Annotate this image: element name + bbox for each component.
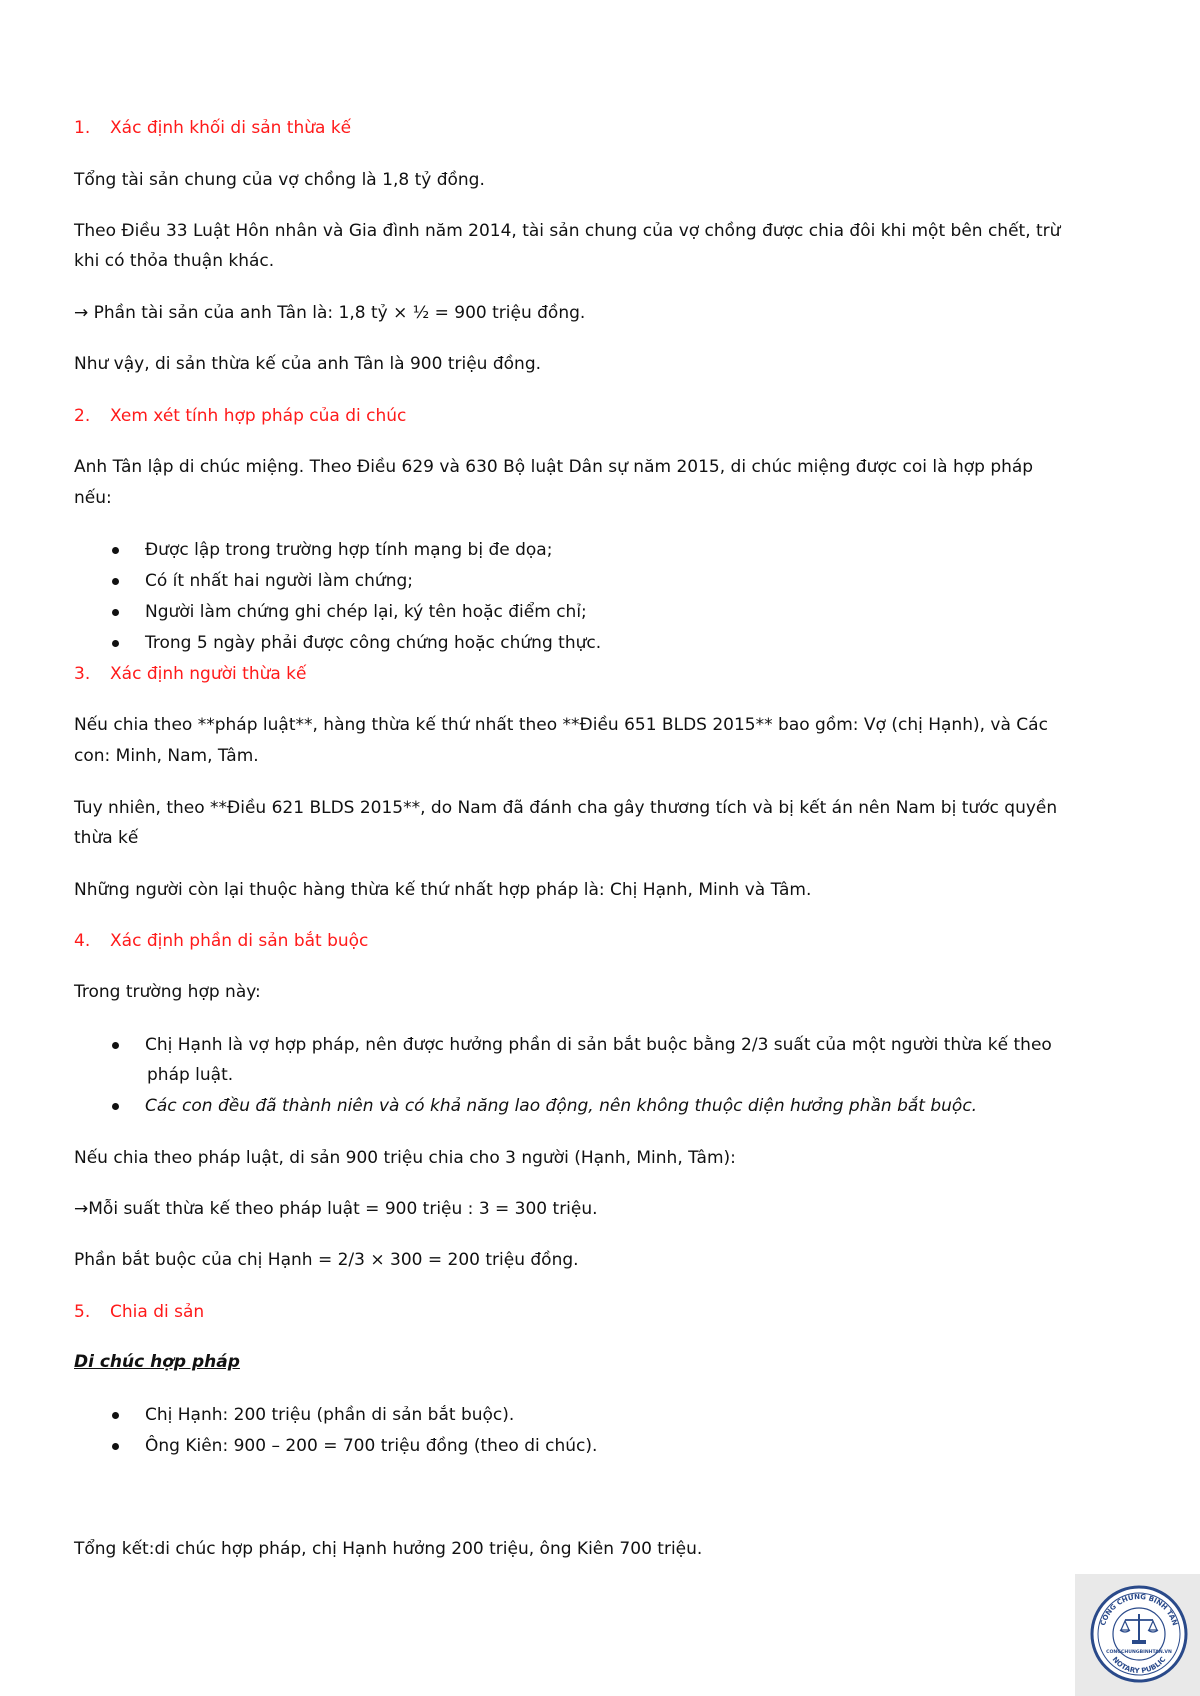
paragraph: →Mỗi suất thừa kế theo pháp luật = 900 triệu : 3 = 300 triệu. (74, 1199, 598, 1219)
list-item-continuation: pháp luật. (147, 1065, 234, 1085)
seal-icon (1089, 1584, 1189, 1684)
section-heading-1: 1. Xác định khối di sản thừa kế (74, 118, 352, 138)
list-item: Chị Hạnh là vợ hợp pháp, nên được hưởng phần di sản bắt buộc bằng 2/3 suất của một người thừa kế theo (145, 1030, 1052, 1061)
paragraph: Anh Tân lập di chúc miệng. Theo Điều 629 và 630 Bộ luật Dân sự năm 2015, di chúc miệng được coi là hợp pháp (74, 457, 1034, 477)
paragraph: Trong trường hợp này: (74, 982, 261, 1002)
paragraph: Những người còn lại thuộc hàng thừa kế thứ nhất hợp pháp là: Chị Hạnh, Minh và Tâm. (74, 880, 812, 900)
list-item: Các con đều đã thành niên và có khả năng lao động, nên không thuộc diện hưởng phần bắt buộc. (145, 1091, 977, 1122)
list-item: Được lập trong trường hợp tính mạng bị đe dọa; (145, 535, 552, 566)
paragraph: Như vậy, di sản thừa kế của anh Tân là 900 triệu đồng. (74, 354, 542, 374)
paragraph-continuation: con: Minh, Nam, Tâm. (74, 746, 259, 766)
list-item: Người làm chứng ghi chép lại, ký tên hoặc điểm chỉ; (145, 597, 587, 628)
svg-text:CÔNG CHỨNG BÌNH TÂN: CÔNG CHỨNG BÌNH TÂN (1099, 1592, 1179, 1627)
list-item: Ông Kiên: 900 – 200 = 700 triệu đồng (theo di chúc). (145, 1431, 597, 1462)
paragraph: Tuy nhiên, theo **Điều 621 BLDS 2015**, do Nam đã đánh cha gây thương tích và bị kết án nên Nam bị tước quyền (74, 798, 1058, 818)
notary-seal-logo (1075, 1574, 1200, 1696)
section-heading-5: 5. Chia di sản (74, 1302, 205, 1322)
sub-heading: Di chúc hợp pháp (74, 1352, 240, 1372)
section-heading-2: 2. Xem xét tính hợp pháp của di chúc (74, 406, 407, 426)
paragraph-continuation: thừa kế (74, 828, 139, 848)
list-item: Chị Hạnh: 200 triệu (phần di sản bắt buộc). (145, 1400, 514, 1431)
paragraph: Nếu chia theo pháp luật, di sản 900 triệu chia cho 3 người (Hạnh, Minh, Tâm): (74, 1148, 736, 1168)
paragraph: Nếu chia theo **pháp luật**, hàng thừa kế thứ nhất theo **Điều 651 BLDS 2015** bao gồm: Vợ (chị Hạnh), và Các (74, 715, 1048, 735)
summary-paragraph: Tổng kết:di chúc hợp pháp, chị Hạnh hưởng 200 triệu, ông Kiên 700 triệu. (74, 1539, 703, 1559)
paragraph: Theo Điều 33 Luật Hôn nhân và Gia đình năm 2014, tài sản chung của vợ chồng được chia đôi khi một bên chết, trừ (74, 221, 1061, 241)
paragraph: → Phần tài sản của anh Tân là: 1,8 tỷ × ½ = 900 triệu đồng. (74, 303, 586, 323)
svg-text:CONGCHUNGBINHTAN.VN: CONGCHUNGBINHTAN.VN (1106, 1650, 1172, 1655)
svg-text:NOTARY PUBLIC: NOTARY PUBLIC (1110, 1655, 1168, 1676)
paragraph-continuation: nếu: (74, 488, 112, 508)
list-item: Có ít nhất hai người làm chứng; (145, 566, 413, 597)
paragraph-continuation: khi có thỏa thuận khác. (74, 251, 275, 271)
section-heading-4: 4. Xác định phần di sản bắt buộc (74, 931, 369, 951)
list-item: Trong 5 ngày phải được công chứng hoặc chứng thực. (145, 628, 601, 659)
paragraph: Phần bắt buộc của chị Hạnh = 2/3 × 300 = 200 triệu đồng. (74, 1250, 579, 1270)
section-heading-3: 3. Xác định người thừa kế (74, 664, 307, 684)
paragraph: Tổng tài sản chung của vợ chồng là 1,8 tỷ đồng. (74, 170, 485, 190)
